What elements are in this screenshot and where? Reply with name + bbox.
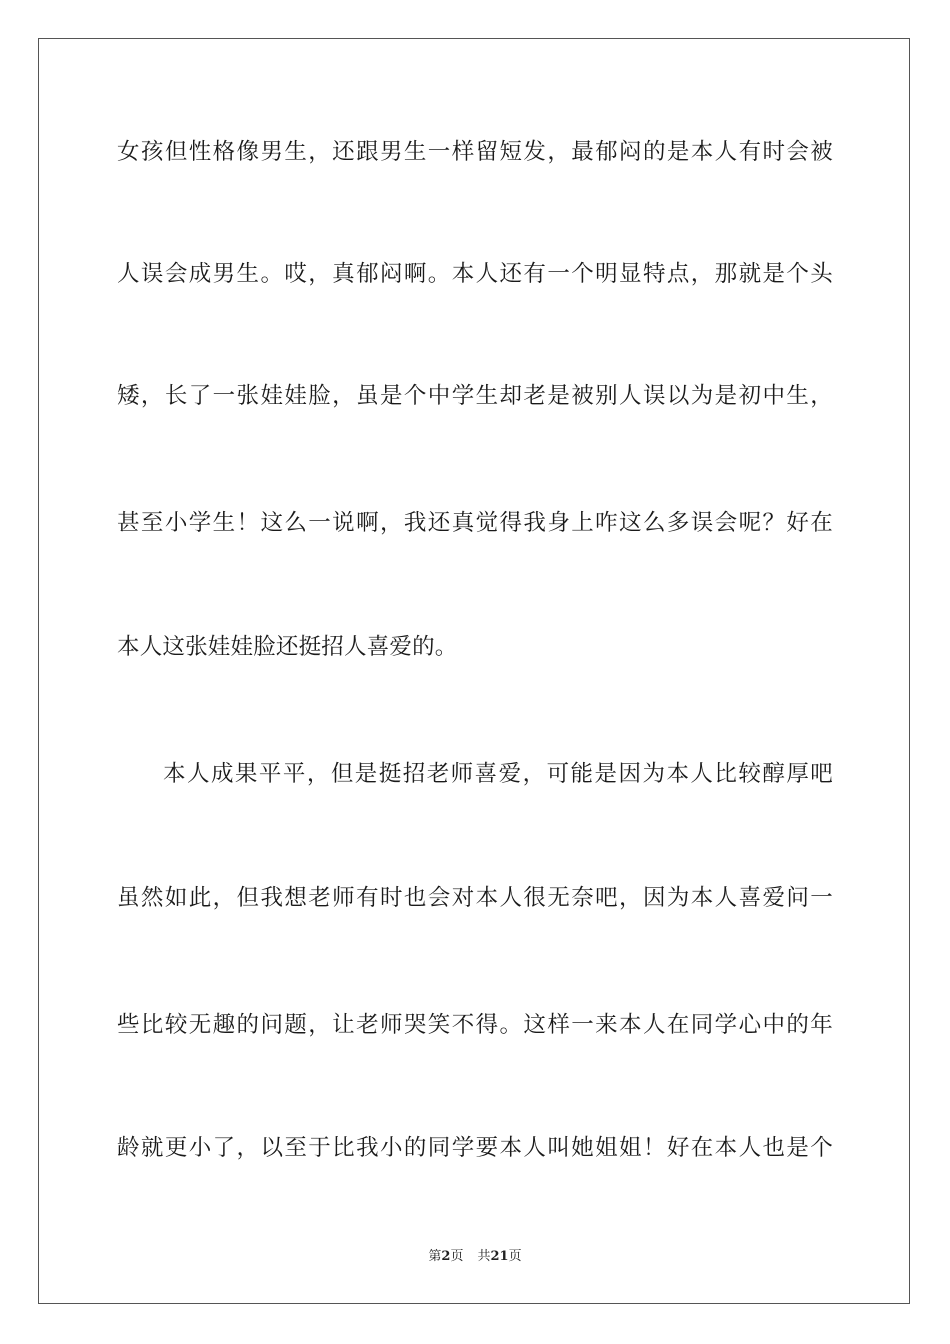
body-text-line-3: 矮，长了一张娃娃脸，虽是个中学生却老是被别人误以为是初中生， [117,383,833,409]
body-text-line-7: 虽然如此，但我想老师有时也会对本人很无奈吧，因为本人喜爱问一 [117,885,833,911]
total-suffix: 页 [508,1249,522,1264]
page-prefix: 第 [428,1249,442,1264]
total-prefix: 共 [477,1249,491,1264]
body-text-line-1: 女孩但性格像男生，还跟男生一样留短发，最郁闷的是本人有时会被 [117,139,833,165]
page-footer [0,1248,950,1266]
page-number: 2 [441,1249,451,1264]
body-text-line-2: 人误会成男生。哎，真郁闷啊。本人还有一个明显特点，那就是个头 [117,261,833,287]
body-text-line-4: 甚至小学生！这么一说啊，我还真觉得我身上咋这么多误会呢？好在 [117,510,833,536]
page-border [38,38,910,1304]
body-text-line-5: 本人这张娃娃脸还挺招人喜爱的。 [117,634,458,660]
total-pages: 21 [490,1249,509,1264]
paragraph-2-first-line: 本人成果平平，但是挺招老师喜爱，可能是因为本人比较醇厚吧 [163,761,833,787]
body-text-line-9: 龄就更小了，以至于比我小的同学要本人叫她姐姐！好在本人也是个 [117,1135,833,1161]
page-suffix: 页 [450,1249,464,1264]
body-text-line-8: 些比较无趣的问题，让老师哭笑不得。这样一来本人在同学心中的年 [117,1012,833,1038]
